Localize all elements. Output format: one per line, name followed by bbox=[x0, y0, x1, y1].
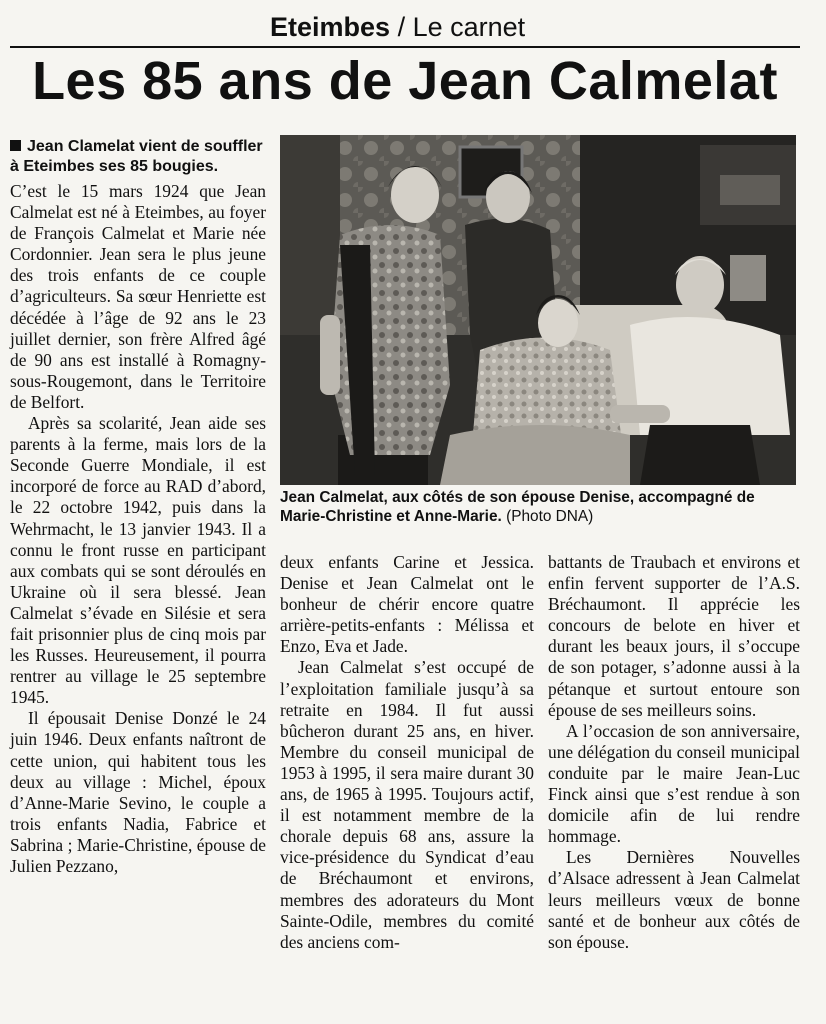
lead-paragraph bbox=[10, 137, 266, 177]
photo-credit: (Photo DNA) bbox=[506, 508, 594, 525]
section-separator: / bbox=[390, 12, 413, 42]
article-paragraph: Après sa scolarité, Jean aide ses parents à la ferme, mais lors de la Seconde Guerre Mondiale, il est incorporé de force au RAD d’abord, le 22 octobre 1942, puis dans la Wehrmacht, le 13 janvier 1943. Il a connu le front russe en participant aux combats qui se sont déroulés en Ukraine où il sera blessé. Jean Calmelat s’évade en Silésie et sera fait prisonnier plus de cinq mois par les Russes. Heureusement, il pourra rentrer au village le 25 septembre 1945. bbox=[10, 413, 266, 708]
article-photo bbox=[280, 135, 796, 485]
section-header bbox=[10, 6, 800, 48]
article-paragraph: battants de Traubach et environs et enfin fervent supporter de l’A.S. Bréchaumont. Il apprécie les concours de belote en hiver et durant les beaux jours, il s’occupe de son potager, s’adonne aussi à la pétanque et surtout entoure son épouse de ses meilleurs soins. bbox=[548, 552, 800, 720]
article-column-3 bbox=[548, 552, 800, 953]
section-place: Eteimbes bbox=[270, 12, 391, 42]
article-paragraph: A l’occasion de son anniversaire, une délégation du conseil municipal conduite par le maire Jean-Luc Finck ainsi que s’est rendue à son domicile afin de lui rendre hommage. bbox=[548, 720, 800, 847]
photo-caption bbox=[280, 488, 800, 526]
article-column-1 bbox=[10, 137, 266, 877]
lead-text: Jean Clamelat vient de souffler à Eteimbes ses 85 bougies. bbox=[10, 138, 263, 175]
caption-text: Jean Calmelat, aux côtés de son épouse Denise, accompagné de Marie-Christine et Anne-Marie. bbox=[280, 489, 755, 525]
section-title bbox=[270, 12, 525, 43]
article-paragraph: C’est le 15 mars 1924 que Jean Calmelat est né à Eteimbes, au foyer de François Calmelat et Marie née Cordonnier. Jean sera le plus jeune des trois enfants de ce couple d’agriculteurs. Sa sœur Henriette est décédée à l’âge de 92 ans le 23 juillet dernier, son frère Alfred âgé de 90 ans est installé à Romagny-sous-Rougemont, dans le Territoire de Belfort. bbox=[10, 181, 266, 412]
headline: Les 85 ans de Jean Calmelat bbox=[32, 51, 778, 111]
article-paragraph: Il épousait Denise Donzé le 24 juin 1946. Deux enfants naîtront de cette union, qui habitent tous les deux au village : Michel, époux d’Anne-Marie Sevino, le couple a trois enfants Nadia, Fabrice et Sabrina ; Marie-Christine, épouse de Julien Pezzano, bbox=[10, 708, 266, 876]
article-paragraph: deux enfants Carine et Jessica. Denise et Jean Calmelat ont le bonheur de chérir encore quatre arrière-petits-enfants : Mélissa et Enzo, Eva et Jade. bbox=[280, 552, 534, 657]
bullet-square-icon bbox=[10, 140, 21, 151]
article-paragraph: Jean Calmelat s’est occupé de l’exploitation familiale jusqu’à sa retraite en 1984. Il fut aussi bûcheron durant 25 ans, en hiver. Membre du conseil municipal de 1953 à 1995, il sera maire durant 30 ans, de 1965 à 1995. Toujours actif, il est notamment membre de la chorale depuis 68 ans, assure la vice-présidence du Syndicat d’eau de Bréchaumont et environs, membres des adorateurs du Mont Sainte-Odile, membres du comité des anciens com- bbox=[280, 657, 534, 952]
photo-illustration bbox=[280, 135, 796, 485]
article-column-2 bbox=[280, 552, 534, 953]
section-rubric: Le carnet bbox=[412, 12, 526, 42]
article-paragraph: Les Dernières Nouvelles d’Alsace adressent à Jean Calmelat leurs meilleurs vœux de bonne santé et de bonheur aux côtés de son épouse. bbox=[548, 847, 800, 952]
